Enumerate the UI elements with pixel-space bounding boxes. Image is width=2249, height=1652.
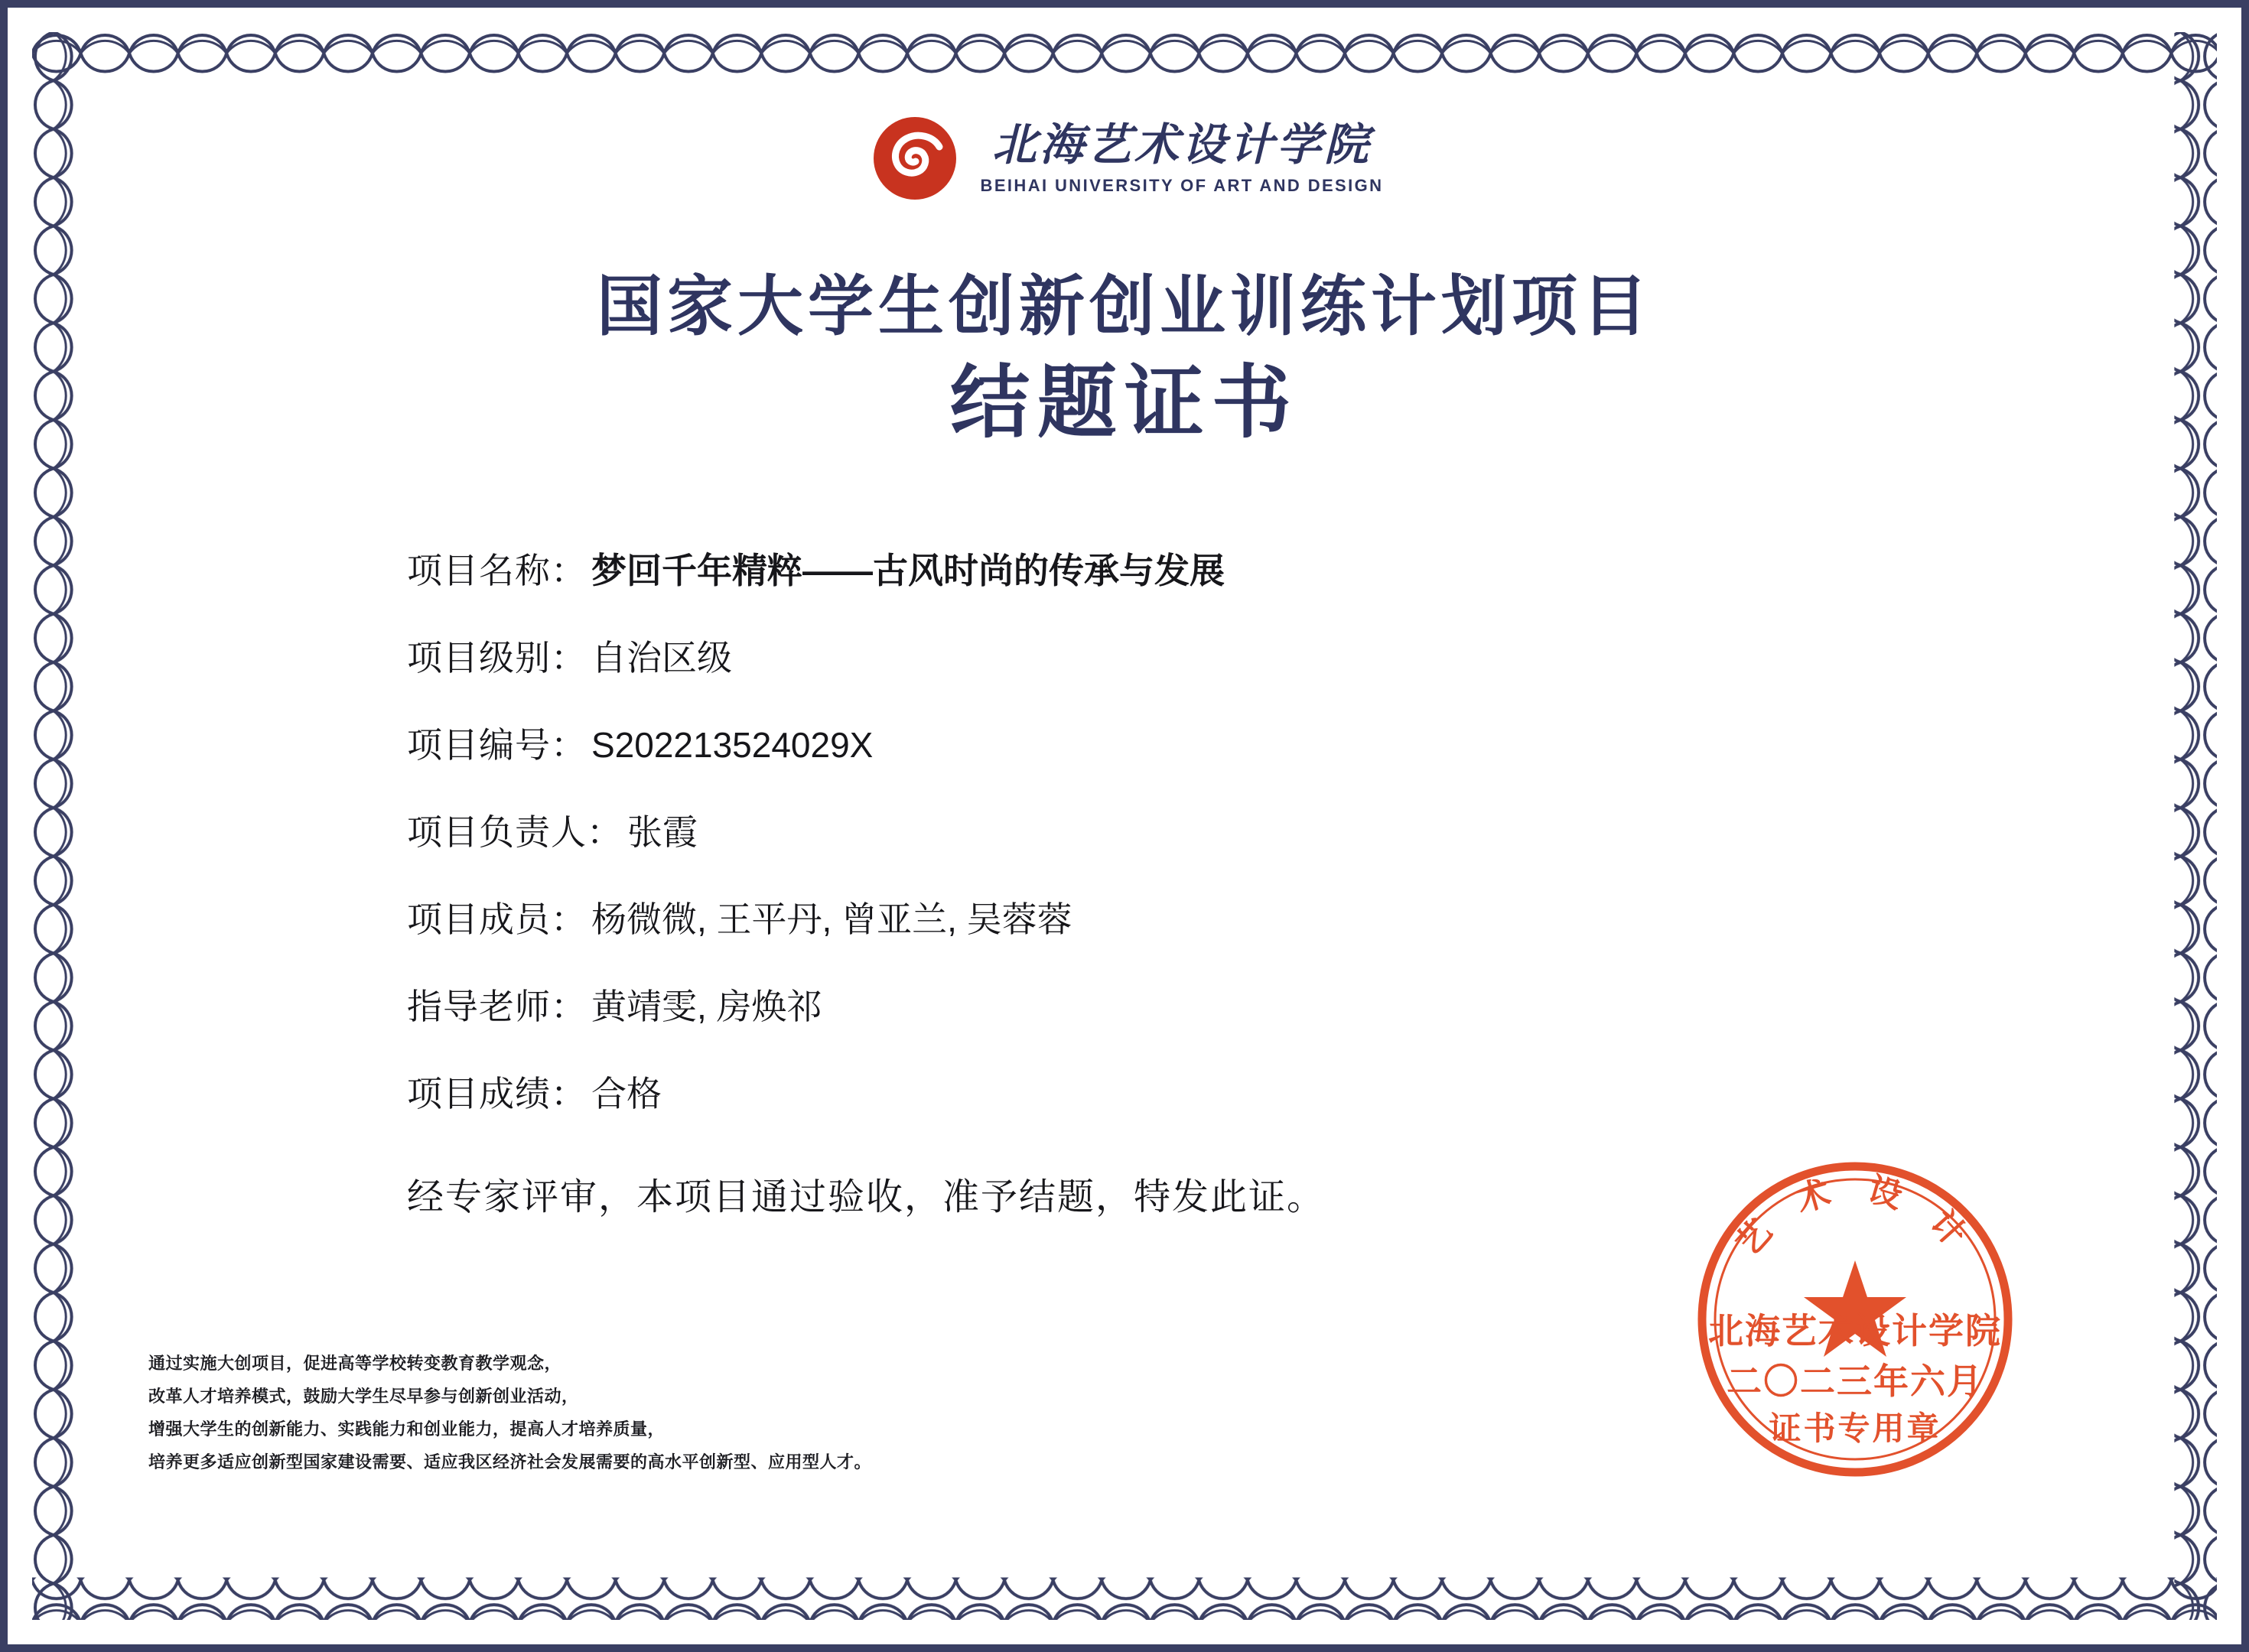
footnote-line-3: 增强大学生的创新能力、实践能力和创业能力，提高人才培养质量， xyxy=(148,1419,666,1439)
swirl-wave-logo-icon xyxy=(866,113,964,203)
field-row xyxy=(407,543,2127,593)
field-label-project-name: 项目名称： xyxy=(407,551,587,591)
footnote-line-1: 通过实施大创项目，促进高等学校转变教育教学观念， xyxy=(148,1354,562,1374)
certificate-content xyxy=(122,99,2127,1553)
footnote-line-4: 培养更多适应创新型国家建设需要、适应我区经济社会发展需要的高水平创新型、应用型人才。 xyxy=(148,1452,872,1472)
seal-line-1: 北海艺术设计学院 xyxy=(1708,1312,2002,1351)
field-row xyxy=(407,805,2127,855)
institution-header xyxy=(122,113,2127,203)
field-value-project-level: 自治区级 xyxy=(591,638,732,678)
field-label-advisors: 指导老师： xyxy=(407,987,587,1027)
field-label-project-level: 项目级别： xyxy=(407,638,587,678)
seal-line-2: 二〇二三年六月 xyxy=(1727,1362,1984,1401)
institution-name-en: BEIHAI UNIVERSITY OF ART AND DESIGN xyxy=(980,175,1384,195)
field-row xyxy=(407,979,2127,1029)
approval-statement: 经专家评审，本项目通过验收，准予结题，特发此证。 xyxy=(407,1177,1326,1218)
field-label-project-members: 项目成员： xyxy=(407,899,587,940)
certificate-title-line2: 结题证书 xyxy=(949,359,1299,447)
field-label-project-grade: 项目成绩： xyxy=(407,1074,587,1114)
certificate-title-line1: 国家大学生创新创业训练计划项目 xyxy=(597,270,1652,343)
seal-line-3: 证书专用章 xyxy=(1769,1412,1941,1447)
field-value-project-leader: 张霞 xyxy=(627,812,698,853)
field-row xyxy=(407,717,2127,768)
field-row xyxy=(407,630,2127,681)
field-value-project-grade: 合格 xyxy=(591,1074,662,1114)
field-value-advisors: 黄靖雯, 房焕祁 xyxy=(591,987,822,1027)
seal-arc-text: 艺 术 设 计 xyxy=(1729,1170,1981,1263)
field-row xyxy=(407,892,2127,942)
svg-text:艺 术 设 计 xyxy=(1729,1170,1980,1263)
project-fields xyxy=(407,543,2127,1117)
field-value-project-members: 杨微微, 王平丹, 曾亚兰, 吴蓉蓉 xyxy=(591,899,1072,940)
field-row xyxy=(407,1066,2127,1117)
footnote-line-2: 改革人才培养模式，鼓励大学生尽早参与创新创业活动， xyxy=(148,1387,579,1406)
official-seal-icon xyxy=(1691,1155,2020,1484)
footnote-block xyxy=(148,1348,871,1479)
field-value-project-name: 梦回千年精粹——古风时尚的传承与发展 xyxy=(591,551,1225,591)
field-label-project-leader: 项目负责人： xyxy=(407,812,623,853)
field-label-project-number: 项目编号： xyxy=(407,725,587,766)
field-value-project-number: S202213524029X xyxy=(591,725,874,766)
institution-name-cn: 北海艺术设计学院 xyxy=(991,120,1372,171)
